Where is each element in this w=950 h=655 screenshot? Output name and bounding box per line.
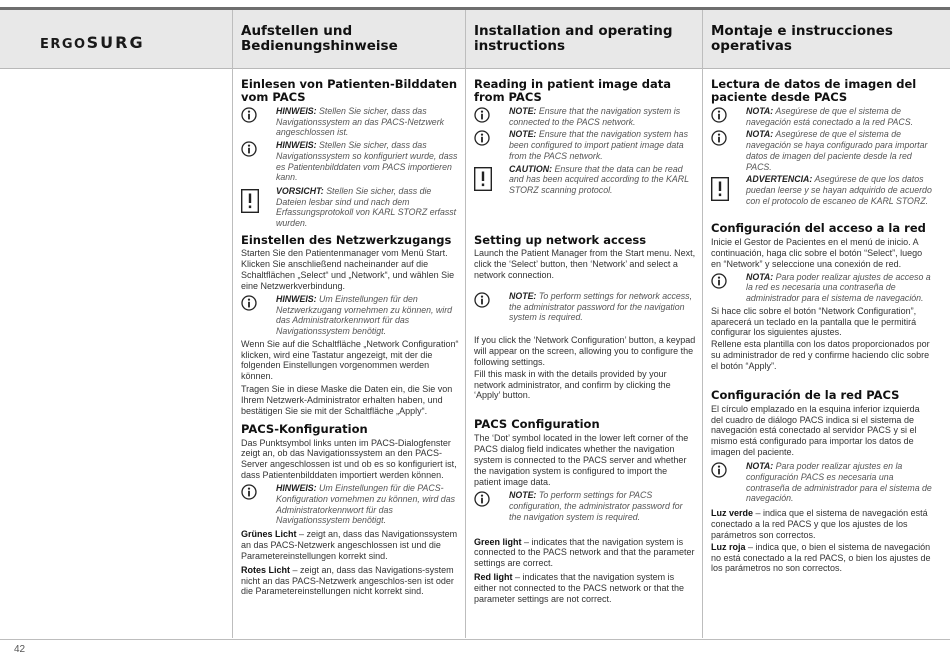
- page-header: [0, 10, 950, 69]
- section-title: Lectura de datos de imagen del paciente desde PACS: [711, 77, 917, 104]
- brand-prefix: ERGO: [40, 37, 87, 52]
- section-title: Configuración del acceso a la red: [711, 221, 926, 236]
- red-light-text: – zeigt an, dass das Navigations-system nicht an das PACS-Netzwerk angeschlos-sen ist oder die Parametereinstellungen nicht korrekt sind.: [241, 564, 454, 597]
- info-icon: [474, 491, 490, 507]
- warning-icon: [711, 177, 729, 201]
- green-light-label: Luz verde: [711, 507, 754, 518]
- paragraph: If you click the ‘Network Configuration’ button, a keypad will appear on the screen, allowing you to configure the following settings.: [474, 334, 696, 367]
- green-light-text: – zeigt an, dass das Navigationssystem an das PACS-Netzwerk angeschlossen ist und die Parametereinstellungen korrekt sind.: [241, 528, 458, 561]
- note-block: [241, 106, 463, 138]
- info-icon: [711, 107, 727, 123]
- paragraph: Wenn Sie auf die Schaltfläche „Network Configuration“ klicken, wird eine Tastatur angezeigt, mit der die folgenden Einstellungen vorgenommen werden können.: [241, 338, 459, 382]
- brand-logo: [40, 33, 145, 52]
- red-light-text: – indica que, o bien el sistema de navegación no está conectado a la red PACS, o bien los ajustes de los parámetros no son correctos.: [711, 541, 931, 574]
- bottom-rule: [0, 639, 950, 640]
- section-title: Einstellen des Netzwerkzugangs: [241, 232, 452, 247]
- paragraph: Launch the Patient Manager from the Start menu. Next, click the ‘Select’ button, then ‘Network’ and select a network connection.: [474, 248, 696, 280]
- paragraph: Tragen Sie in diese Maske die Daten ein, die Sie von Ihrem Netzwerk-Administrator erhalten haben, und bestätigen Sie sie mit der Schaltfläche „Apply“.: [241, 384, 453, 417]
- note-block: [474, 129, 696, 161]
- info-icon: [711, 273, 727, 289]
- warning-icon: [241, 189, 259, 213]
- info-icon: [474, 292, 490, 308]
- column-spanish: [711, 78, 933, 574]
- caution-label: VORSICHT:: [276, 185, 324, 196]
- caution-label: ADVERTENCIA:: [746, 174, 813, 185]
- caution-block: [241, 186, 463, 229]
- column-divider: [465, 10, 466, 638]
- info-icon: [241, 141, 257, 157]
- red-light-text: – indicates that the navigation system is either not connected to the PACS network or that the parameter settings are not correct.: [474, 572, 684, 605]
- note-text: Para poder realizar ajustes de acceso a la red es necesaria una contraseña de administrador para el sistema de navegación.: [746, 271, 931, 303]
- note-text: To perform settings for network access, the administrator password for the navigation system is required.: [509, 290, 693, 323]
- status-paragraph: [711, 542, 933, 575]
- note-text: To perform settings for PACS configuration, the administrator password for the navigation system is required.: [509, 490, 683, 522]
- note-label: NOTE:: [509, 490, 537, 501]
- note-block: [711, 272, 933, 304]
- note-block: [711, 461, 933, 504]
- note-text: Ensure that the navigation system has been configured to import patient image data from the PACS network.: [509, 129, 688, 161]
- info-icon: [711, 462, 727, 478]
- green-light-text: – indicates that the navigation system is connected to the PACS network and that the parameter settings are correct.: [474, 536, 695, 569]
- header-title-de: Aufstellen und Bedienungshinweise: [241, 23, 398, 54]
- paragraph: Fill this mask in with the details provided by your network administrator, and confirm by clicking the ‘Apply’ button.: [474, 368, 671, 401]
- column-german: [241, 78, 463, 597]
- note-block: [474, 490, 696, 522]
- paragraph: Starten Sie den Patientenmanager vom Menü Start. Klicken Sie anschließend nacheinander auf die Schaltflächen „Select“ und „Network“, und wählen Sie eine Netzwerkverbindung.: [241, 248, 455, 291]
- paragraph: Inicie el Gestor de Pacientes en el menú de inicio. A continuación, haga clic sobre el botón “Select”, luego en “Network” y seleccione una conexión de red.: [711, 236, 923, 269]
- caution-block: [711, 174, 933, 206]
- caution-text: Stellen Sie sicher, dass die Dateien lesbar sind und nach dem Erfassungsprotokoll von KARL STORZ erfasst wurden.: [276, 185, 457, 229]
- note-label: NOTA:: [746, 106, 774, 116]
- status-paragraph: [474, 537, 696, 570]
- info-icon: [241, 107, 257, 123]
- green-light-label: Grünes Licht: [241, 528, 297, 539]
- note-text: Asegúrese de que el sistema de navegación está conectado a la red PACS.: [746, 106, 914, 127]
- note-text: Asegúrese de que el sistema de navegación se haya configurado para importar datos de imagen del paciente desde la red PACS.: [746, 129, 928, 172]
- red-light-label: Red light: [474, 572, 513, 583]
- header-title-es: Montaje e instrucciones operativas: [711, 23, 893, 54]
- caution-block: [474, 164, 696, 196]
- note-block: [241, 483, 463, 526]
- red-light-label: Rotes Licht: [241, 564, 291, 575]
- note-label: NOTE:: [509, 106, 537, 116]
- section-title: PACS-Konfiguration: [241, 422, 368, 437]
- note-text: Para poder realizar ajustes en la configuración PACS es necesaria una contraseña de administrador para el sistema de navegación.: [746, 461, 932, 504]
- paragraph: The ‘Dot’ symbol located in the lower left corner of the PACS dialog field indicates whether the navigation system is connected to the PACS server and whether the navigation system is configured to import the patient image data.: [474, 432, 689, 487]
- paragraph: Si hace clic sobre el botón “Network Configuration”, aparecerá un teclado en la pantalla que le permitirá configurar los siguientes ajustes.: [711, 305, 917, 338]
- status-paragraph: [474, 572, 696, 605]
- green-light-text: – indica que el sistema de navegación está conectado a la red PACS y que los ajustes de los parámetros son correctos.: [711, 507, 928, 540]
- note-label: NOTA:: [746, 271, 774, 282]
- note-block: [474, 106, 696, 127]
- note-text: Stellen Sie sicher, dass das Navigationssystem so konfiguriert wurde, dass es Patientenbilddaten vom PACS importieren kann.: [276, 140, 458, 183]
- section-title: Configuración de la red PACS: [711, 388, 900, 403]
- page-number: 42: [14, 644, 26, 655]
- note-label: NOTA:: [746, 461, 774, 472]
- column-english: [474, 78, 696, 605]
- column-divider: [232, 10, 233, 638]
- paragraph: Rellene esta plantilla con los datos proporcionados por su administrador de red y confirme haciendo clic sobre el botón “Apply”.: [711, 339, 930, 372]
- green-light-label: Green light: [474, 536, 522, 547]
- note-text: Stellen Sie sicher, dass das Navigationssystem an das PACS-Netzwerk angeschlossen ist.: [276, 106, 445, 138]
- paragraph: El círculo emplazado en la esquina inferior izquierda del cuadro de diálogo PACS indica si el sistema de navegación está conectado al servidor PACS y si el mismo está configurado para importar los datos de imagen del paciente.: [711, 403, 920, 458]
- note-block: [241, 294, 463, 337]
- note-label: NOTA:: [746, 129, 774, 140]
- status-paragraph: [241, 529, 463, 562]
- brand-suffix: SURG: [86, 33, 145, 52]
- info-icon: [241, 295, 257, 311]
- header-title-en: Installation and operating instructions: [474, 23, 673, 54]
- note-text: Um Einstellungen für den Netzwerkzugang vornehmen zu können, wird das Administratorkennwort für das Navigationssystem benötigt.: [276, 293, 453, 336]
- info-icon: [474, 130, 490, 146]
- status-paragraph: [241, 565, 463, 598]
- caution-label: CAUTION:: [509, 163, 553, 174]
- warning-icon: [474, 167, 492, 191]
- section-title: Einlesen von Patienten-Bilddaten vom PACS: [241, 77, 458, 104]
- section-title: Setting up network access: [474, 232, 647, 247]
- note-block: [711, 129, 933, 172]
- section-title: PACS Configuration: [474, 417, 600, 432]
- info-icon: [711, 130, 727, 146]
- note-block: [241, 140, 463, 183]
- paragraph: Das Punktsymbol links unten im PACS-Dialogfenster zeigt an, ob das Navigationssystem an den PACS-Server angeschlossen ist und ob es so konfiguriert ist, dass Patientenbilddaten importiert werden können.: [241, 437, 457, 481]
- red-light-label: Luz roja: [711, 541, 746, 552]
- note-block: [474, 291, 696, 323]
- section-title: Reading in patient image data from PACS: [474, 77, 672, 104]
- note-text: Um Einstellungen für die PACS-Konfiguration vornehmen zu können, wird das Administratorkennwort für das Navigationssystem benötigt.: [276, 483, 455, 526]
- column-divider: [702, 10, 703, 638]
- note-label: NOTE:: [509, 290, 537, 301]
- info-icon: [241, 484, 257, 500]
- status-paragraph: [711, 508, 933, 541]
- note-text: Ensure that the navigation system is connected to the PACS network.: [509, 106, 681, 127]
- info-icon: [474, 107, 490, 123]
- note-label: HINWEIS:: [276, 293, 317, 304]
- note-label: HINWEIS:: [276, 106, 317, 116]
- note-label: NOTE:: [509, 129, 537, 140]
- caution-text: Asegúrese de que los datos puedan leerse y se hayan adquirido de acuerdo con el protocolo de escaneo de KARL STORZ.: [746, 174, 932, 206]
- note-block: [711, 106, 933, 127]
- note-label: HINWEIS:: [276, 483, 317, 494]
- note-label: HINWEIS:: [276, 140, 317, 151]
- caution-text: Ensure that the data can be read and has been acquired according to the KARL STORZ scanning protocol.: [509, 163, 689, 195]
